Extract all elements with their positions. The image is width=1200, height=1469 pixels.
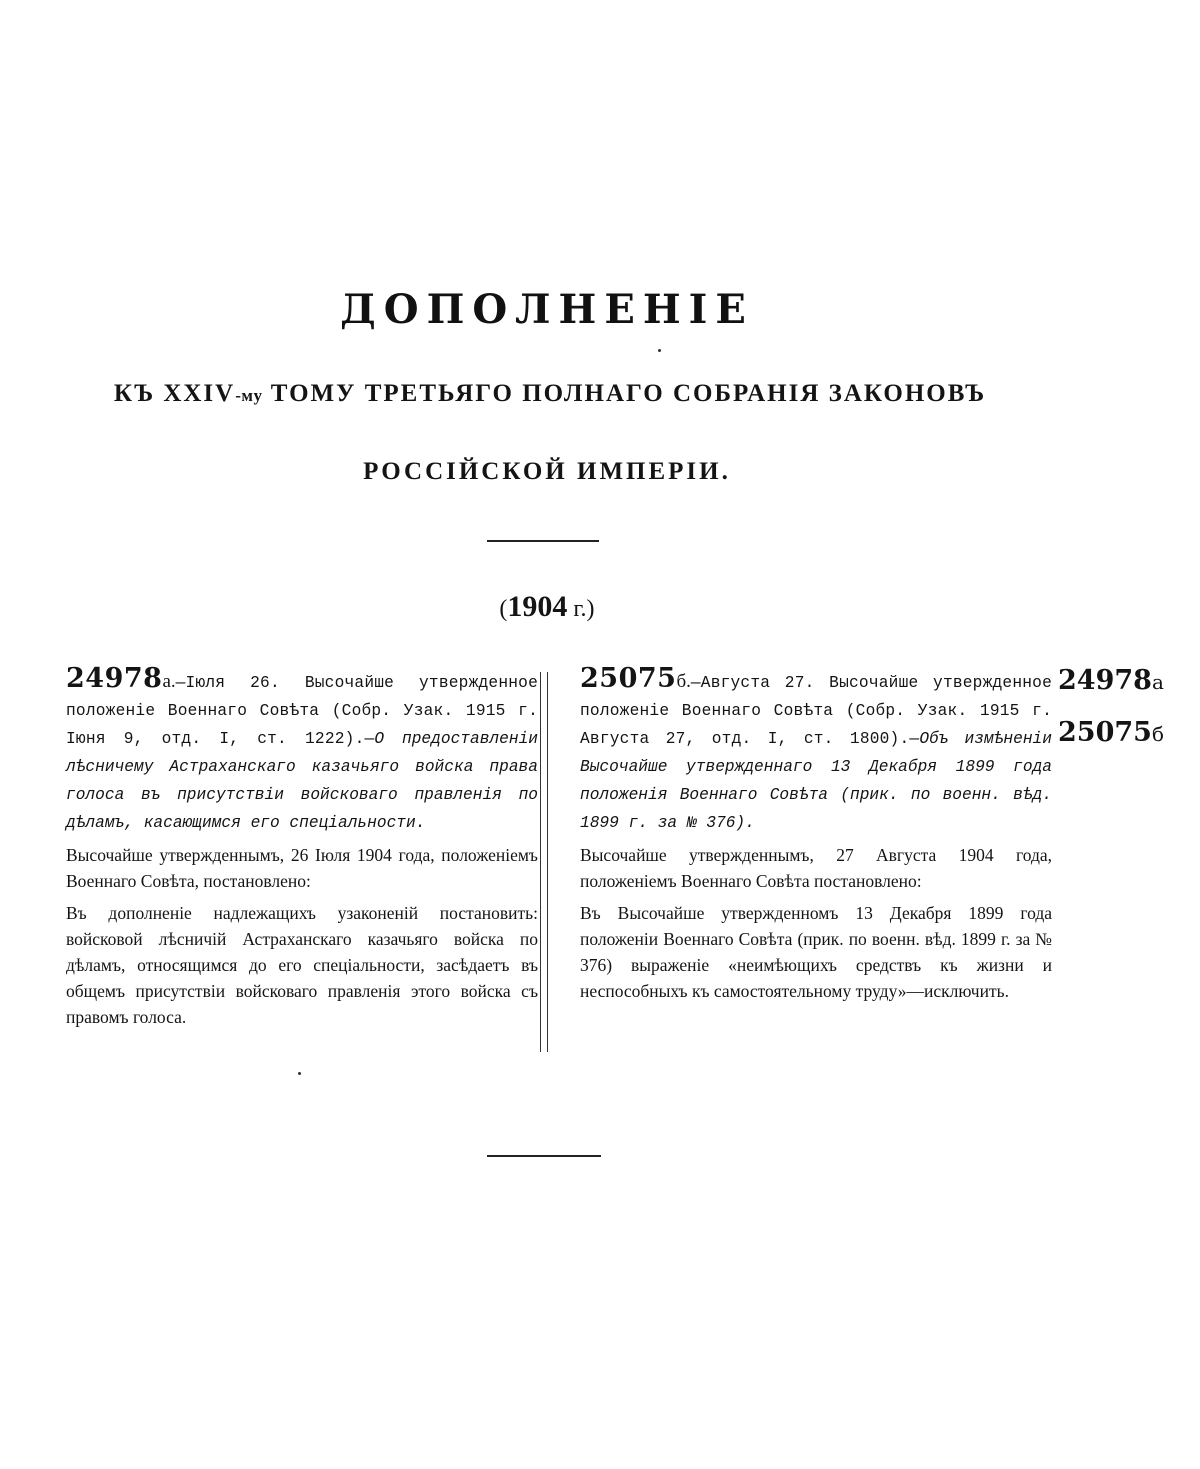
left-paragraph-1: Высочайше утвержденнымъ, 26 Іюля 1904 года, положеніемъ Военнаго Совѣта, постановлено:: [66, 845, 538, 891]
top-rule: [487, 540, 599, 542]
right-column: [580, 663, 1052, 1004]
left-column: [66, 663, 538, 1030]
document-subtitle-2: РОССІЙСКОЙ ИМПЕРІИ.: [363, 458, 731, 485]
year-close: г.): [567, 596, 595, 622]
year-line: [0, 590, 1094, 624]
right-law-number: 25075: [580, 663, 677, 694]
left-heading-plain: —Іюля 26. Высочайше утвержденное положеніе Военнаго Совѣта (Собр. Узак. 1915 г. Іюня 9, отд. I, ст. 1222).—: [66, 674, 538, 748]
margin-note: [1058, 666, 1200, 718]
year-open: (: [499, 596, 508, 622]
column-divider: [540, 672, 548, 1052]
right-paragraph-2: Въ Высочайше утвержденномъ 13 Декабря 1899 года положеніи Военнаго Совѣта (прик. по военн. вѣд. 1899 г. за № 376) выраженіе «неимѣющихъ средствъ къ жизни и неспособныхъ къ самостоятельному труду»—исключить.: [580, 903, 1052, 1001]
print-speck: [658, 349, 661, 352]
right-law-suffix: б.: [676, 671, 691, 692]
document-subtitle: [0, 380, 1100, 408]
left-law-suffix: а.: [162, 671, 176, 692]
print-speck: [298, 1072, 301, 1075]
year-number: 1904: [507, 590, 568, 623]
margin-note-number: 25075: [1058, 717, 1152, 748]
margin-note: [1058, 718, 1200, 770]
left-paragraph-2: Въ дополненіе надлежащихъ узаконеній постановить: войсковой лѣсничій Астраханскаго казачьяго войска по дѣламъ, относящимся до его спеціальности, засѣдаетъ въ общемъ присутствіи войсковаго правленія этого войска съ правомъ голоса.: [66, 903, 538, 1027]
left-law-number: 24978: [66, 663, 163, 694]
margin-notes: [1058, 666, 1200, 770]
margin-note-number: 24978: [1058, 665, 1152, 696]
right-heading-italic: Объ измѣненіи Высочайше утвержденнаго 13 Декабря 1899 года положенія Военнаго Совѣта (прик. по военн. вѣд. 1899 г. за № 376).: [580, 730, 1052, 832]
margin-note-suffix: б: [1151, 722, 1164, 746]
right-heading-plain: —Августа 27. Высочайше утвержденное положеніе Военнаго Совѣта (Собр. Узак. 1915 г. Августа 27, отд. I, ст. 1800).—: [580, 674, 1052, 748]
left-entry-heading: [66, 663, 538, 836]
right-paragraph-1: Высочайше утвержденнымъ, 27 Августа 1904 года, положеніемъ Военнаго Совѣта постановлено:: [580, 845, 1052, 891]
left-heading-italic: О предоставленіи лѣсничему Астраханскаго казачьяго войска права голоса въ присутствіи войсковаго правленія по дѣламъ, касающимся его спеціальности.: [66, 730, 538, 832]
right-entry-heading: [580, 663, 1052, 836]
document-title: ДОПОЛНЕНІЕ: [340, 286, 754, 333]
bottom-rule: [487, 1155, 601, 1157]
margin-note-suffix: а: [1151, 670, 1164, 694]
subtitle-rest: ТОМУ ТРЕТЬЯГО ПОЛНАГО СОБРАНІЯ ЗАКОНОВЪ: [262, 380, 987, 407]
subtitle-prefix: КЪ XXIV: [113, 380, 236, 407]
subtitle-suffix-small: -му: [235, 386, 263, 405]
